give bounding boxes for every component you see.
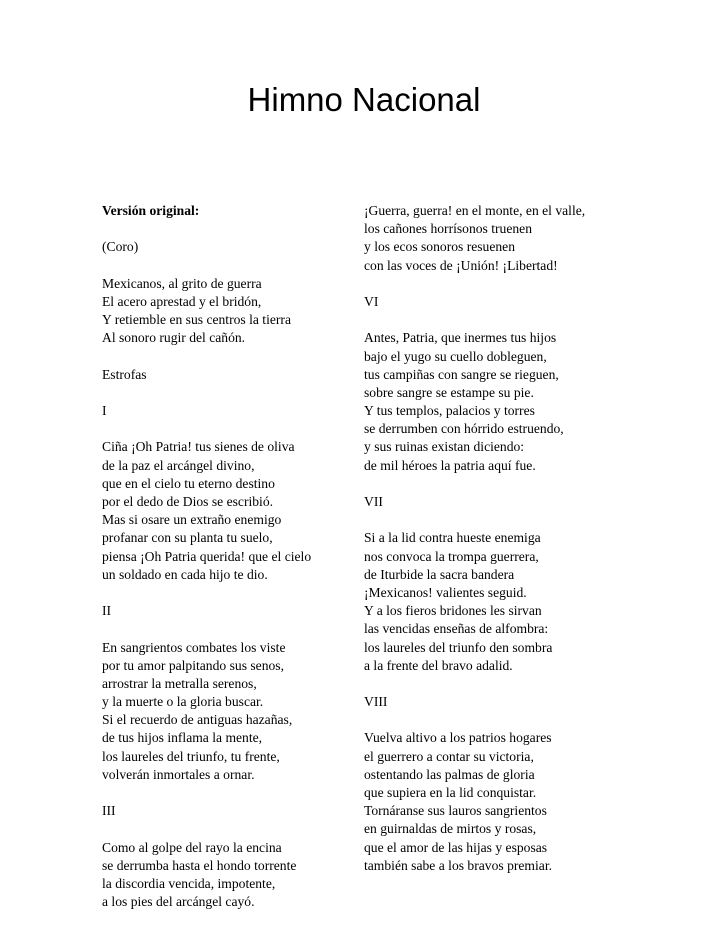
- verse-line: de tus hijos inflama la mente,: [102, 730, 263, 746]
- verse-line: VII: [364, 494, 383, 509]
- verse-line: de la paz el arcángel divino,: [102, 457, 255, 473]
- verse-line: con las voces de ¡Unión! ¡Libertad!: [364, 257, 558, 273]
- verse-line: Estrofas: [102, 366, 147, 382]
- blank-line: [364, 275, 664, 293]
- document-title: Himno Nacional: [247, 81, 481, 118]
- verse-line: a los pies del arcángel cayó.: [102, 894, 255, 910]
- verse-line: Si el recuerdo de antiguas hazañas,: [102, 712, 293, 728]
- verse-line: VIII: [364, 694, 388, 710]
- blank-line: [102, 220, 342, 238]
- verse-line: se derrumben con hórrido estruendo,: [364, 421, 564, 437]
- blank-line: [364, 675, 664, 693]
- verse-line: los laureles del triunfo den sombra: [364, 639, 553, 655]
- blank-line: [102, 584, 342, 602]
- verse-line: bajo el yugo su cuello dobleguen,: [364, 348, 547, 364]
- verse-line: nos convoca la trompa guerrera,: [364, 548, 539, 564]
- verse-line: profanar con su planta tu suelo,: [102, 530, 273, 546]
- verse-line: que supiera en la lid conquistar.: [364, 785, 537, 800]
- verse-line: Mas si osare un extraño enemigo: [102, 512, 282, 528]
- verse-line: los laureles del triunfo, tu frente,: [102, 748, 280, 764]
- verse-line: de Iturbide la sacra bandera: [364, 566, 515, 582]
- verse-line: por tu amor palpitando sus senos,: [102, 657, 284, 673]
- verse-line: Tornáranse sus lauros sangrientos: [364, 803, 547, 819]
- verse-line: a la frente del bravo adalid.: [364, 657, 513, 673]
- verse-line: I: [102, 403, 107, 419]
- verse-line: Como al golpe del rayo la encina: [102, 839, 282, 855]
- blank-line: [364, 511, 664, 529]
- version-heading: Versión original:: [102, 203, 200, 218]
- verse-line: de mil héroes la patria aquí fue.: [364, 457, 536, 473]
- verse-line: volverán inmortales a ornar.: [102, 766, 255, 782]
- left-column: [102, 202, 342, 911]
- blank-line: [102, 348, 342, 366]
- verse-line: que en el cielo tu eterno destino: [102, 475, 275, 491]
- blank-line: [364, 475, 664, 493]
- verse-line: II: [102, 603, 112, 619]
- blank-line: [102, 784, 342, 802]
- verse-line: VI: [364, 293, 379, 309]
- verse-line: que el amor de las hijas y esposas: [364, 839, 548, 855]
- blank-line: [102, 257, 342, 275]
- blank-line: [364, 311, 664, 329]
- verse-line: los cañones horrísonos truenen: [364, 221, 532, 237]
- verse-line: Ciña ¡Oh Patria! tus sienes de oliva: [102, 439, 295, 455]
- verse-line: también sabe a los bravos premiar.: [364, 857, 552, 873]
- verse-line: Mexicanos, al grito de guerra: [102, 275, 262, 291]
- verse-line: ¡Guerra, guerra! en el monte, en el valle,: [364, 203, 586, 218]
- verse-line: III: [102, 803, 116, 819]
- verse-line: Y retiemble en sus centros la tierra: [102, 312, 291, 328]
- verse-line: por el dedo de Dios se escribió.: [102, 494, 274, 509]
- right-column: [364, 202, 664, 875]
- blank-line: [102, 384, 342, 402]
- blank-line: [102, 820, 342, 838]
- verse-line: tus campiñas con sangre se rieguen,: [364, 366, 559, 382]
- verse-line: se derrumba hasta el hondo torrente: [102, 857, 297, 873]
- blank-line: [364, 711, 664, 729]
- verse-line: y la muerte o la gloria buscar.: [102, 694, 264, 710]
- blank-line: [102, 420, 342, 438]
- verse-line: en guirnaldas de mirtos y rosas,: [364, 821, 537, 837]
- verse-line: El acero aprestad y el bridón,: [102, 293, 262, 309]
- verse-line: Y a los fieros bridones les sirvan: [364, 603, 542, 619]
- verse-line: (Coro): [102, 239, 139, 255]
- verse-line: ostentando las palmas de gloria: [364, 766, 535, 782]
- verse-line: Si a la lid contra hueste enemiga: [364, 530, 541, 546]
- verse-line: un soldado en cada hijo te dio.: [102, 566, 268, 582]
- verse-line: Antes, Patria, que inermes tus hijos: [364, 330, 557, 346]
- verse-line: Vuelva altivo a los patrios hogares: [364, 730, 552, 746]
- verse-line: piensa ¡Oh Patria querida! que el cielo: [102, 548, 312, 564]
- verse-line: y sus ruinas existan diciendo:: [364, 439, 525, 455]
- verse-line: En sangrientos combates los viste: [102, 639, 286, 655]
- verse-line: el guerrero a contar su victoria,: [364, 748, 534, 764]
- verse-line: y los ecos sonoros resuenen: [364, 239, 516, 255]
- verse-line: ¡Mexicanos! valientes seguid.: [364, 584, 527, 600]
- verse-line: Al sonoro rugir del cañón.: [102, 330, 246, 346]
- verse-line: arrostrar la metralla serenos,: [102, 675, 257, 691]
- blank-line: [102, 620, 342, 638]
- verse-line: sobre sangre se estampe su pie.: [364, 384, 534, 400]
- verse-line: Y tus templos, palacios y torres: [364, 403, 535, 419]
- verse-line: las vencidas enseñas de alfombra:: [364, 621, 549, 637]
- verse-line: la discordia vencida, impotente,: [102, 875, 276, 891]
